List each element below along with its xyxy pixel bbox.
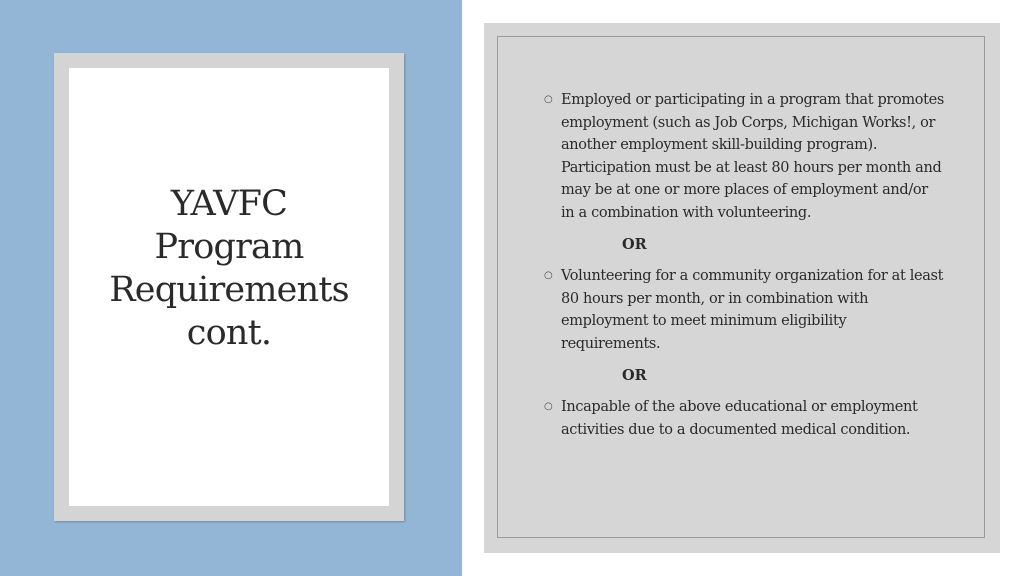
list-item <box>544 396 944 441</box>
requirement-volunteering: Volunteering for a community organization for at least 80 hours per month, or in combination with employment to meet minimum eligibility requirements. <box>561 268 944 352</box>
requirement-employment: Employed or participating in a program that promotes employment (such as Job Corps, Michigan Works!, or another employment skill-building program). Participation must be at least 80 hours per month and may be at one or more places of employment and/or in a combination with volunteering. <box>561 92 944 221</box>
list-item <box>544 89 944 225</box>
requirement-medical: Incapable of the above educational or employment activities due to a documented medical condition. <box>561 399 918 438</box>
list-item <box>544 265 944 355</box>
left-panel <box>0 0 462 576</box>
title-line-1: YAVFC <box>170 184 288 224</box>
title-card-frame <box>54 53 404 521</box>
bullet-icon: ○ <box>544 94 553 105</box>
title-line-4: cont. <box>186 313 272 353</box>
bullet-icon: ○ <box>544 270 553 282</box>
bullet-icon: ○ <box>544 401 553 413</box>
slide-title <box>109 183 349 355</box>
title-line-2: Program <box>154 227 304 267</box>
requirements-list <box>544 89 944 441</box>
title-line-3: Requirements <box>109 270 349 310</box>
content-card <box>484 23 1000 553</box>
or-separator: OR <box>622 366 647 384</box>
or-separator: OR <box>622 235 647 253</box>
title-card <box>69 68 389 506</box>
